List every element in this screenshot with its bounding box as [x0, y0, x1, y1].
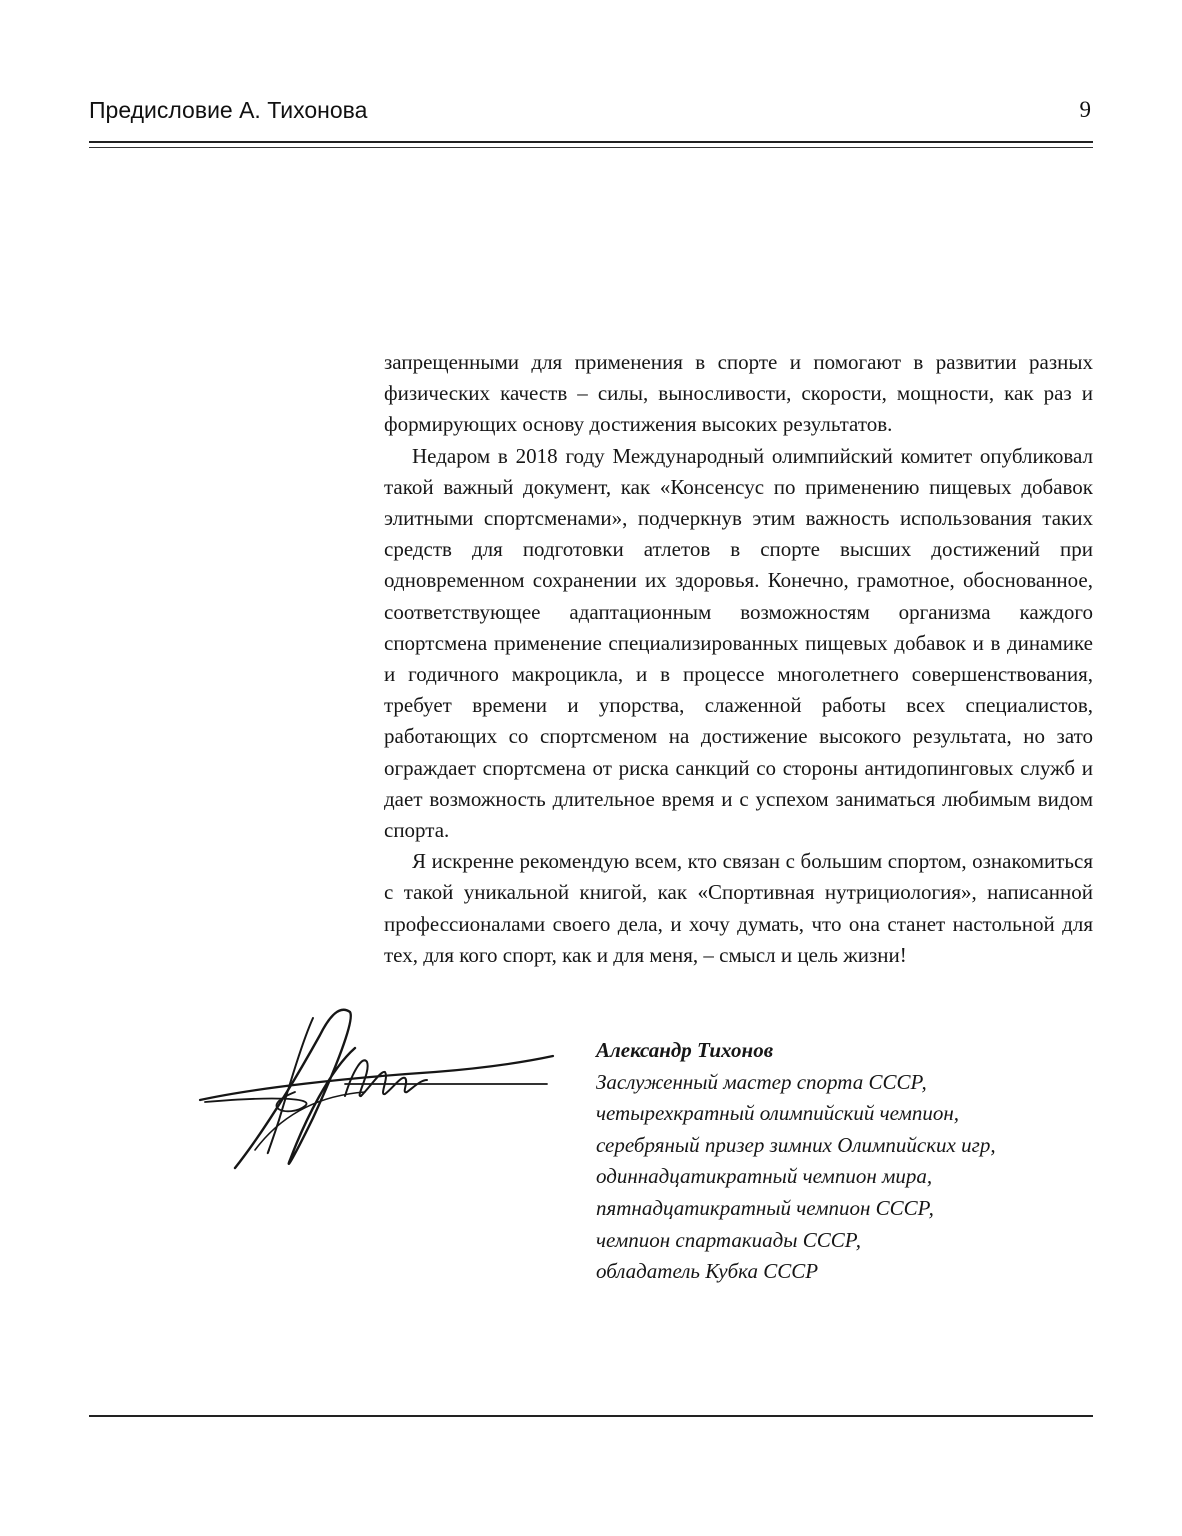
author-title-line: Заслуженный мастер спорта СССР,	[596, 1069, 927, 1094]
signature-main-stroke	[235, 1010, 355, 1168]
header-rule-thin	[89, 147, 1093, 148]
paragraph-recommendation: Я искренне рекомендую всем, кто связан с большим спортом, ознакомиться с такой уникальной книгой, как «Спортивная нутрициология», написанной профессионалами своего дела, и хочу думать, что она станет настольной для тех, для кого спорт, как и для меня, – смысл и цель жизни!	[384, 849, 1093, 967]
footer-rule	[89, 1415, 1093, 1417]
author-title-line: серебряный призер зимних Олимпийских игр,	[596, 1132, 996, 1157]
author-title-line: обладатель Кубка СССР	[596, 1259, 819, 1284]
page-number: 9	[1079, 97, 1091, 122]
handwritten-signature	[195, 1000, 555, 1185]
author-title-line: чемпион спартакиады СССР,	[596, 1227, 862, 1252]
author-title-line: пятнадцатикратный чемпион СССР,	[596, 1195, 934, 1220]
header-rule-thick	[89, 141, 1093, 143]
running-header-title: Предисловие А. Тихонова	[89, 97, 368, 123]
author-title-line: четырехкратный олимпийский чемпион,	[596, 1101, 960, 1126]
author-block	[596, 1035, 1076, 1288]
foreword-body	[384, 347, 1093, 971]
author-name: Александр Тихонов	[596, 1038, 774, 1062]
running-header	[89, 94, 1093, 128]
paragraph-continuation: запрещенными для применения в спорте и помогают в развитии разных физических качеств – силы, выносливости, скорости, мощности, как раз и формирующих основу достижения высоких результатов.	[384, 350, 1093, 437]
paragraph-ioc-consensus: Недаром в 2018 году Международный олимпийский комитет опубликовал такой важный документ, как «Консенсус по применению пищевых добавок элитными спортсменами», подчеркнув этим важность использования таких средств для подготовки атлетов в спорте высших достижений при одновременном сохранении их здоровья. Конечно, грамотное, обоснованное, соответствующее адаптационным возможностям организма каждого спортсмена применение специализированных пищевых добавок и в динамике и годичного макроцикла, и в процессе многолетнего совершенствования, требует времени и упорства, слаженной работы всех специалистов, работающих со спортсменом на достижение высокого результата, но зато ограждает спортсмена от риска санкций со стороны антидопинговых служб и дает возможность длительное время и с успехом заниматься любимым видом спорта.	[384, 443, 1093, 843]
author-title-line: одиннадцатикратный чемпион мира,	[596, 1164, 933, 1189]
